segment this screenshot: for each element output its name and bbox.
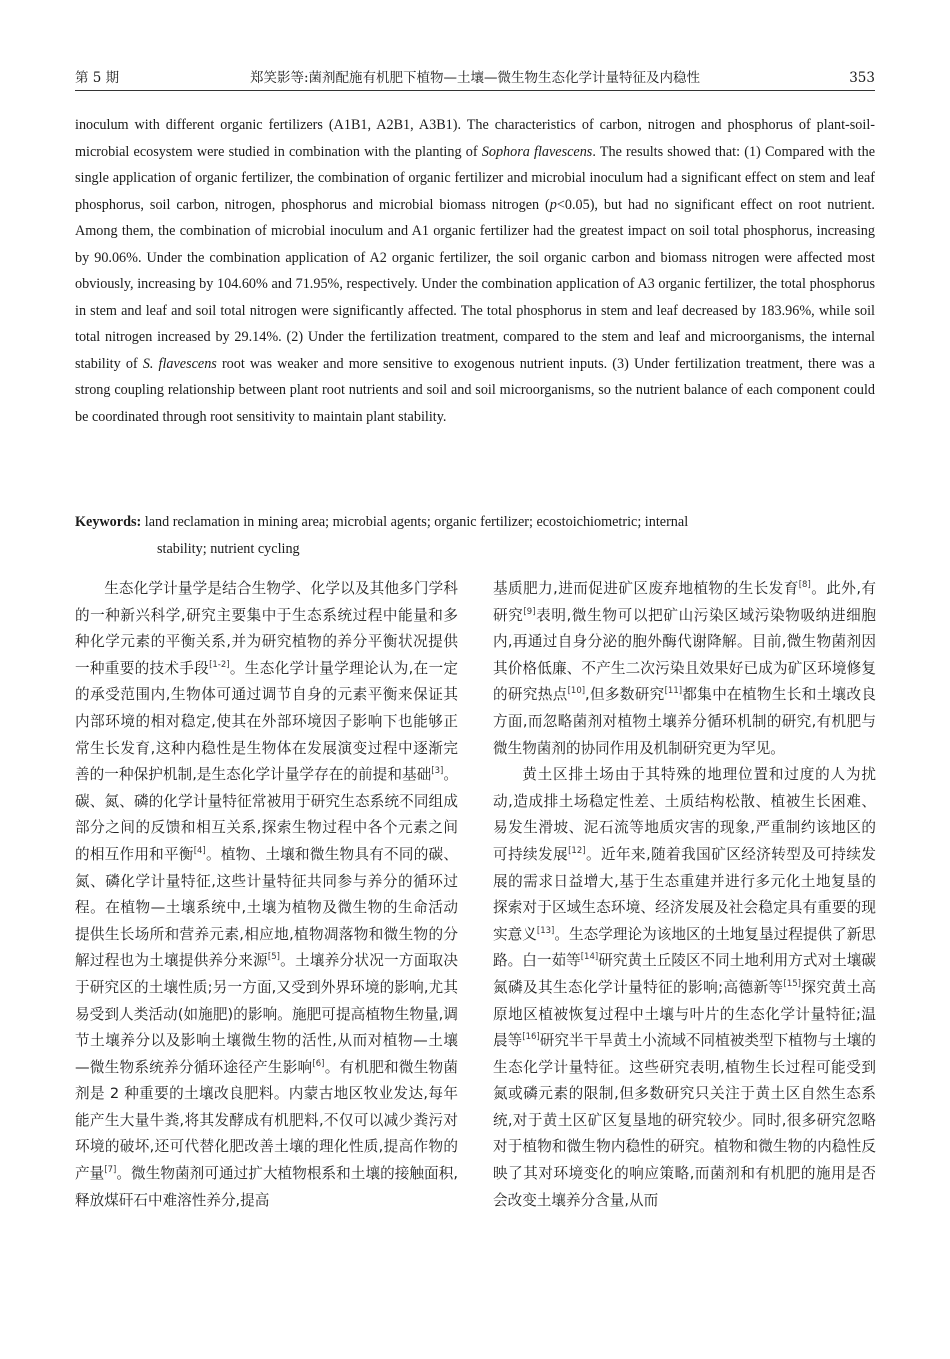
abstract-paragraph	[75, 112, 875, 430]
species-short-name: S. flavescens	[142, 355, 217, 372]
body-text: 探究黄土高原地区植被恢复过程中土壤与叶片的生态化学计量特征;温晨等	[493, 978, 876, 1050]
abstract-text-2: . The results showed that: (1) Compared with the single application of organic fertilizer, the combination of organic fertilizer and microbial inoculum had a significant effect on stem and leaf phosphorus, soil carbon, nitrogen, phosphorus and microbial biomass nitrogen (	[75, 143, 875, 213]
body-text: 。土壤养分状况一方面取决于研究区的土壤性质;另一方面,又受到外界环境的影响,尤其易受到人类活动(如施肥)的影响。施肥可提高植物生物量,调节土壤养分以及影响土壤微生物的活性,从而对植物—土壤—微生物系统养分循环途径产生影响	[75, 952, 458, 1076]
body-text: 。微生物菌剂可通过扩大植物根系和土壤的接触面积,释放煤矸石中难溶性养分,提高	[75, 1165, 458, 1209]
body-text: 。生态学理论为该地区的土地复垦过程提供了新思路。白一茹等	[493, 925, 876, 970]
citation: [15]	[783, 979, 801, 990]
page-number: 353	[849, 70, 875, 86]
body-right-column	[493, 576, 876, 1214]
body-paragraph-continued	[493, 576, 876, 762]
citation: [16]	[522, 1032, 540, 1043]
english-abstract	[75, 112, 875, 430]
body-left-column	[75, 576, 458, 1214]
citation: [12]	[568, 846, 586, 857]
citation: [13]	[536, 925, 555, 936]
body-text: 表明,微生物可以把矿山污染区域污染物吸纳进细胞内,再通过自身分泌的胞外酶代谢降解。目前,微生物菌剂因其价格低廉、不产生二次污染且效果好已成为矿区环境修复的研究热点	[493, 606, 876, 704]
body-text: 基质肥力,进而促进矿区废弃地植物的生长发育	[493, 580, 799, 597]
body-text: ,但多数研究	[585, 686, 665, 704]
body-text: 。有机肥和微生物菌剂是 2 种重要的土壤改良肥料。内蒙古地区牧业发达,每年能产生大量牛粪,将其发酵成有机肥料,不仅可以减少粪污对环境的破坏,还可代替化肥改善土壤的理化性质,提高作物的产量	[75, 1058, 458, 1183]
body-paragraph	[75, 576, 458, 1214]
citation: [6]	[312, 1058, 325, 1069]
body-text: 。生态化学计量学理论认为,在一定的承受范围内,生物体可通过调节自身的元素平衡来保证其内部环境的相对稳定,使其在外部环境因子影响下也能够正常生长发育,这种内稳性是生物体在发展演变过程中逐渐完善的一种保护机制,是生态化学计量学存在的前提和基础	[75, 659, 458, 784]
body-text: 。近年来,随着我国矿区经济转型及可持续发展的需求日益增大,基于生态重建并进行多元化土地复垦的探索对于区域生态环境、经济发展及社会稳定具有重要的现实意义	[493, 845, 876, 943]
citation: [7]	[104, 1165, 117, 1176]
citation: [4]	[193, 846, 206, 857]
citation: [5]	[267, 952, 280, 963]
keywords-text-1: land reclamation in mining area; microbial agents; organic fertilizer; ecostoichiometric; internal	[144, 514, 689, 530]
body-text: 都集中在植物生长和土壤改良方面,而忽略菌剂对植物土壤养分循环机制的研究,有机肥与微生物菌剂的协同作用及机制研究更为罕见。	[493, 686, 876, 757]
citation: [10]	[567, 686, 586, 697]
body-text: 黄土区排土场由于其特殊的地理位置和过度的人为扰动,造成排土场稳定性差、土质结构松散、植被生长困难、易发生滑坡、泥石流等地质灾害的现象,严重制约该地区的可持续发展	[493, 766, 876, 863]
body-text: 。碳、氮、磷的化学计量特征常被用于研究生态系统不同组成部分之间的反馈和相互关系,探索生物过程中各个元素之间的相互作用和平衡	[75, 766, 458, 863]
body-text: 。此外,有研究	[493, 580, 876, 624]
body-paragraph	[493, 762, 876, 1214]
abstract-text-1: inoculum with different organic fertilizers (A1B1, A2B1, A3B1). The characteristics of carbon, nitrogen and phosphorus of plant-soil-microbial ecosystem were studied in combination with the planting of	[75, 117, 875, 160]
citation: [9]	[523, 606, 536, 617]
citation: [1-2]	[209, 659, 230, 670]
keywords-block	[75, 509, 875, 563]
keywords-label: Keywords:	[75, 514, 142, 530]
citation: [11]	[664, 686, 683, 697]
keywords-line-1	[75, 509, 875, 536]
body-text: 生态化学计量学是结合生物学、化学以及其他多门学科的一种新兴科学,研究主要集中于生态系统过程中能量和多种化学元素的平衡关系,并为研究植物的养分平衡状况提供一种重要的技术手段	[75, 580, 458, 677]
running-title: 郑笑影等:菌剂配施有机肥下植物—土壤—微生物生态化学计量特征及内稳性	[249, 70, 701, 86]
body-text: 研究半干旱黄土小流域不同植被类型下植物与土壤的生态化学计量特征。这些研究表明,植物生长过程可能受到氮或磷元素的限制,但多数研究只关注于黄土区自然生态系统,对于黄土区矿区复垦地的研究较少。同时,很多研究忽略对于植物和微生物内稳性的研究。植物和微生物的内稳性反映了其对环境变化的响应策略,而菌剂和有机肥的施用是否会改变土壤养分含量,从而	[493, 1032, 876, 1209]
issue-number: 第 5 期	[75, 70, 120, 86]
abstract-text-4: root was weaker and more sensitive to exogenous nutrient inputs. (3) Under fertilization treatment, there was a strong coupling relationship between plant root nutrients and soil and soil microorganisms, so the nutrient balance of each component could be coordinated through root sensitivity to maintain plant stability.	[75, 355, 875, 425]
body-text: 。植物、土壤和微生物具有不同的碳、氮、磷化学计量特征,这些计量特征共同参与养分的循环过程。在植物—土壤系统中,土壤为植物及微生物的生命活动提供生长场所和营养元素,相应地,植物凋落物和微生物的分解过程也为土壤提供养分来源	[75, 845, 458, 970]
abstract-text-3: <0.05), but had no significant effect on root nutrient. Among them, the combination of microbial inoculum and A1 organic fertilizer had the greatest impact on soil total phosphorus, increasing by 90.06%. Under the combination application of A2 organic fertilizer, the soil organic carbon and biomass nitrogen were affected most obviously, increasing by 104.60% and 71.95%, respectively. Under the combination application of A3 organic fertilizer, the total phosphorus in stem and leaf and soil total nitrogen were significantly affected. The total phosphorus in stem and leaf decreased by 183.96%, while soil total nitrogen increased by 29.14%. (2) Under the fertilization treatment, compared to the stem and leaf and microorganisms, the internal stability of	[75, 196, 875, 372]
keywords-line-2: stability; nutrient cycling	[157, 541, 300, 557]
citation: [8]	[798, 580, 811, 591]
species-name: Sophora flavescens	[481, 143, 593, 160]
citation: [3]	[431, 766, 444, 777]
running-header	[75, 68, 875, 91]
citation: [14]	[580, 952, 599, 963]
p-value-symbol: p	[549, 196, 557, 213]
body-text: 研究黄土丘陵区不同土地利用方式对土壤碳氮磷及其生态化学计量特征的影响;高德新等	[493, 952, 876, 996]
